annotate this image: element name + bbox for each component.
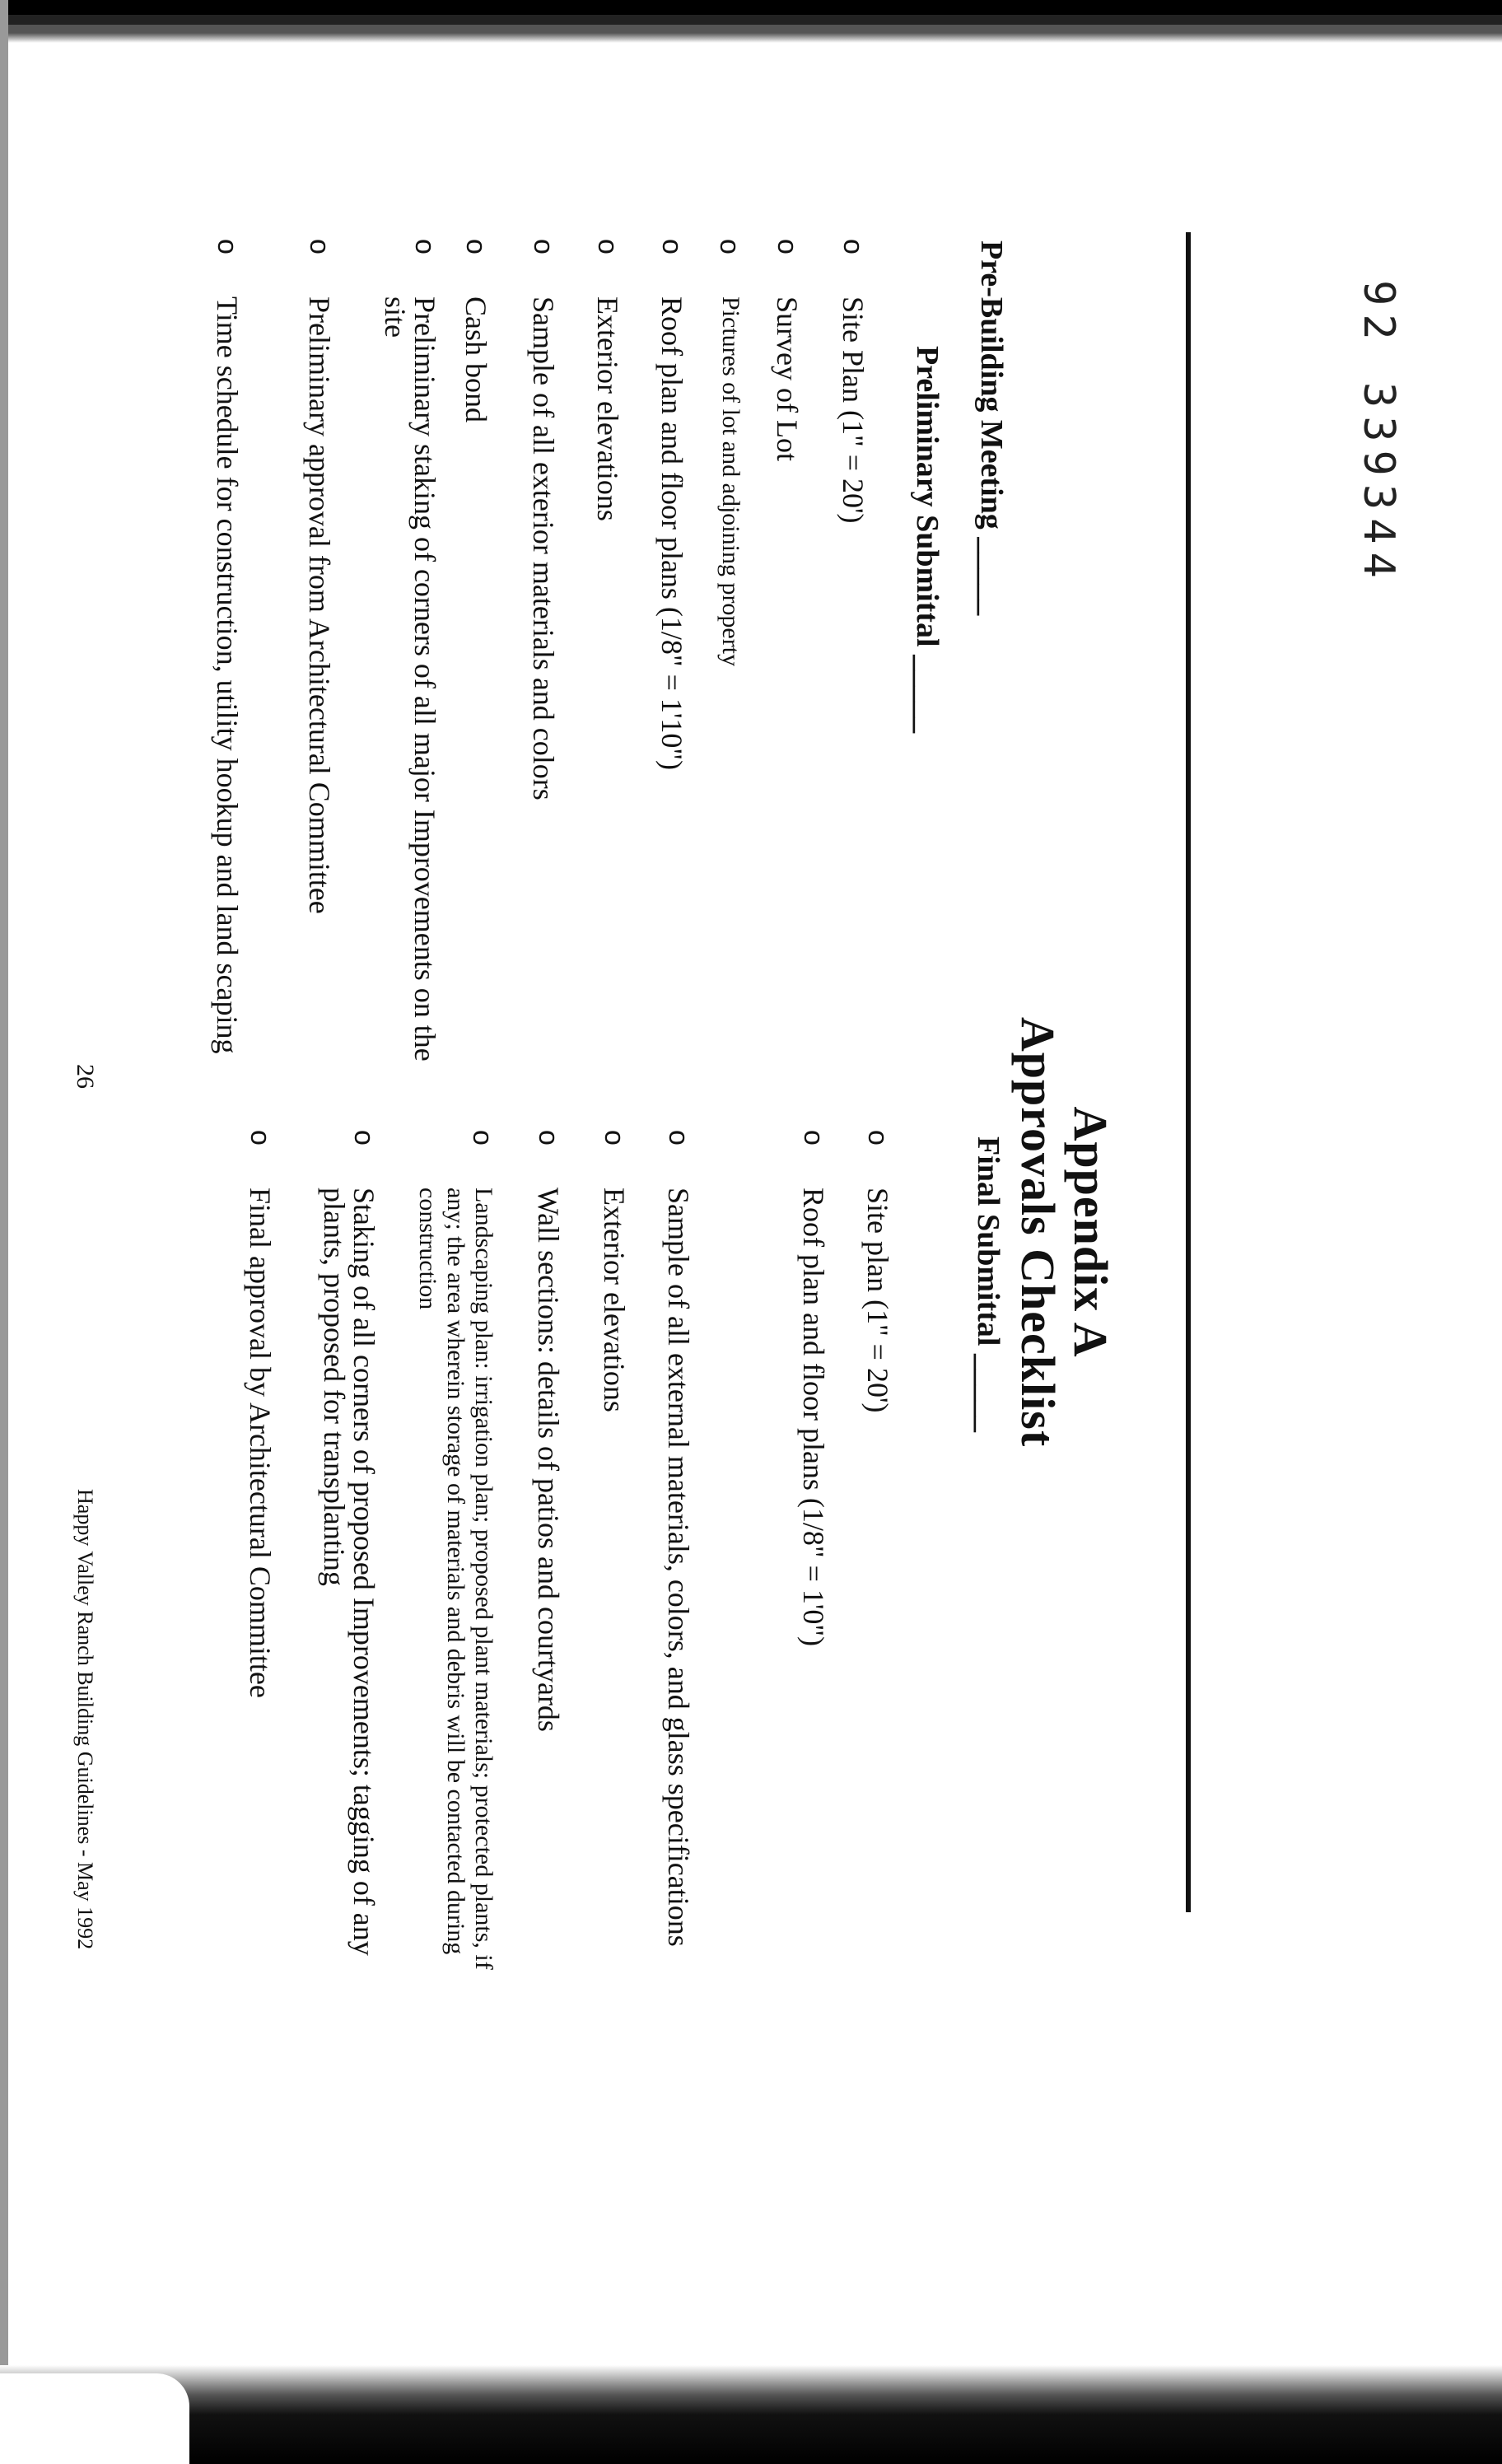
bullet-icon: o bbox=[599, 1130, 630, 1146]
bullet-icon: o bbox=[862, 1130, 893, 1146]
preliminary-blank: _____ bbox=[910, 655, 945, 734]
checklist-item: o Roof plan and floor plans (1/8" = 1'0") bbox=[797, 1130, 830, 1647]
checklist-item: o Staking of all corners of proposed Improvements; tagging of any plants, proposed for transplanting bbox=[318, 1130, 380, 1956]
bullet-icon: o bbox=[663, 1130, 694, 1146]
bullet-icon: o bbox=[837, 239, 869, 254]
bullet-icon: o bbox=[528, 239, 559, 254]
bullet-icon: o bbox=[467, 1130, 498, 1146]
bullet-icon: o bbox=[798, 1130, 829, 1146]
bullet-icon: o bbox=[304, 239, 335, 254]
checklist-item: o Pictures of lot and adjoining property bbox=[714, 239, 745, 667]
bullet-icon: o bbox=[409, 239, 441, 254]
footer-text: Happy Valley Ranch Building Guidelines - May 1992 bbox=[73, 1489, 97, 1950]
checklist-item: o Time schedule for construction, utility hookup and land scaping bbox=[211, 239, 244, 1054]
bullet-icon: o bbox=[656, 239, 688, 254]
pre-building-blank: _____ bbox=[974, 537, 1009, 616]
bullet-icon: o bbox=[714, 239, 745, 254]
checklist-item: o Cash bond bbox=[459, 239, 492, 422]
checklist-item: o Site plan (1" = 20') bbox=[861, 1130, 894, 1413]
checklist-item: o Exterior elevations bbox=[598, 1130, 631, 1412]
bullet-icon: o bbox=[460, 239, 492, 254]
checklist-item: o Preliminary staking of corners of all major Improvements on the site bbox=[379, 239, 441, 1062]
checklist-item: o Survey of Lot bbox=[771, 239, 804, 461]
title-block bbox=[1011, 0, 1117, 2464]
checklist-item: o Landscaping plan: irrigation plan; proposed plant materials; protected plants, if any; the area wherein storage of materials and debris will be contacted during construction bbox=[414, 1130, 498, 1970]
checklist-item: o Exterior elevations bbox=[591, 239, 624, 521]
checklist-item: o Sample of all external materials, colors, and glass specifications bbox=[662, 1130, 695, 1947]
bullet-icon: o bbox=[245, 1130, 276, 1146]
page-number: 26 bbox=[72, 1064, 99, 1089]
checklist-item: o Wall sections: details of patios and courtyards bbox=[532, 1130, 565, 1732]
final-blank: _____ bbox=[971, 1353, 1005, 1432]
document-number: 92 339344 bbox=[1354, 280, 1403, 586]
pre-building-meeting-label: Pre-Building Meeting _____ bbox=[974, 240, 1009, 616]
checklist-item: o Preliminary approval from Architectural Committee bbox=[303, 239, 336, 914]
bullet-icon: o bbox=[533, 1130, 564, 1146]
bullet-icon: o bbox=[772, 239, 803, 254]
checklist-item: o Roof plan and floor plans (1/8" = 1'10") bbox=[655, 239, 688, 771]
bullet-icon: o bbox=[212, 239, 243, 254]
title-appendix: Appendix A bbox=[1064, 1106, 1117, 1358]
preliminary-submittal-label: Preliminary Submittal _____ bbox=[910, 346, 945, 734]
checklist-item: o Final approval by Architectural Committee bbox=[244, 1130, 277, 1698]
checklist-item: o Site Plan (1" = 20') bbox=[837, 239, 870, 524]
header-rule bbox=[1186, 232, 1191, 1912]
bullet-icon: o bbox=[592, 239, 623, 254]
checklist-item: o Sample of all exterior materials and colors bbox=[527, 239, 560, 800]
bullet-icon: o bbox=[348, 1130, 380, 1146]
title-checklist: Approvals Checklist bbox=[1011, 1016, 1065, 1448]
final-submittal-label: Final Submittal _____ bbox=[971, 1136, 1005, 1432]
